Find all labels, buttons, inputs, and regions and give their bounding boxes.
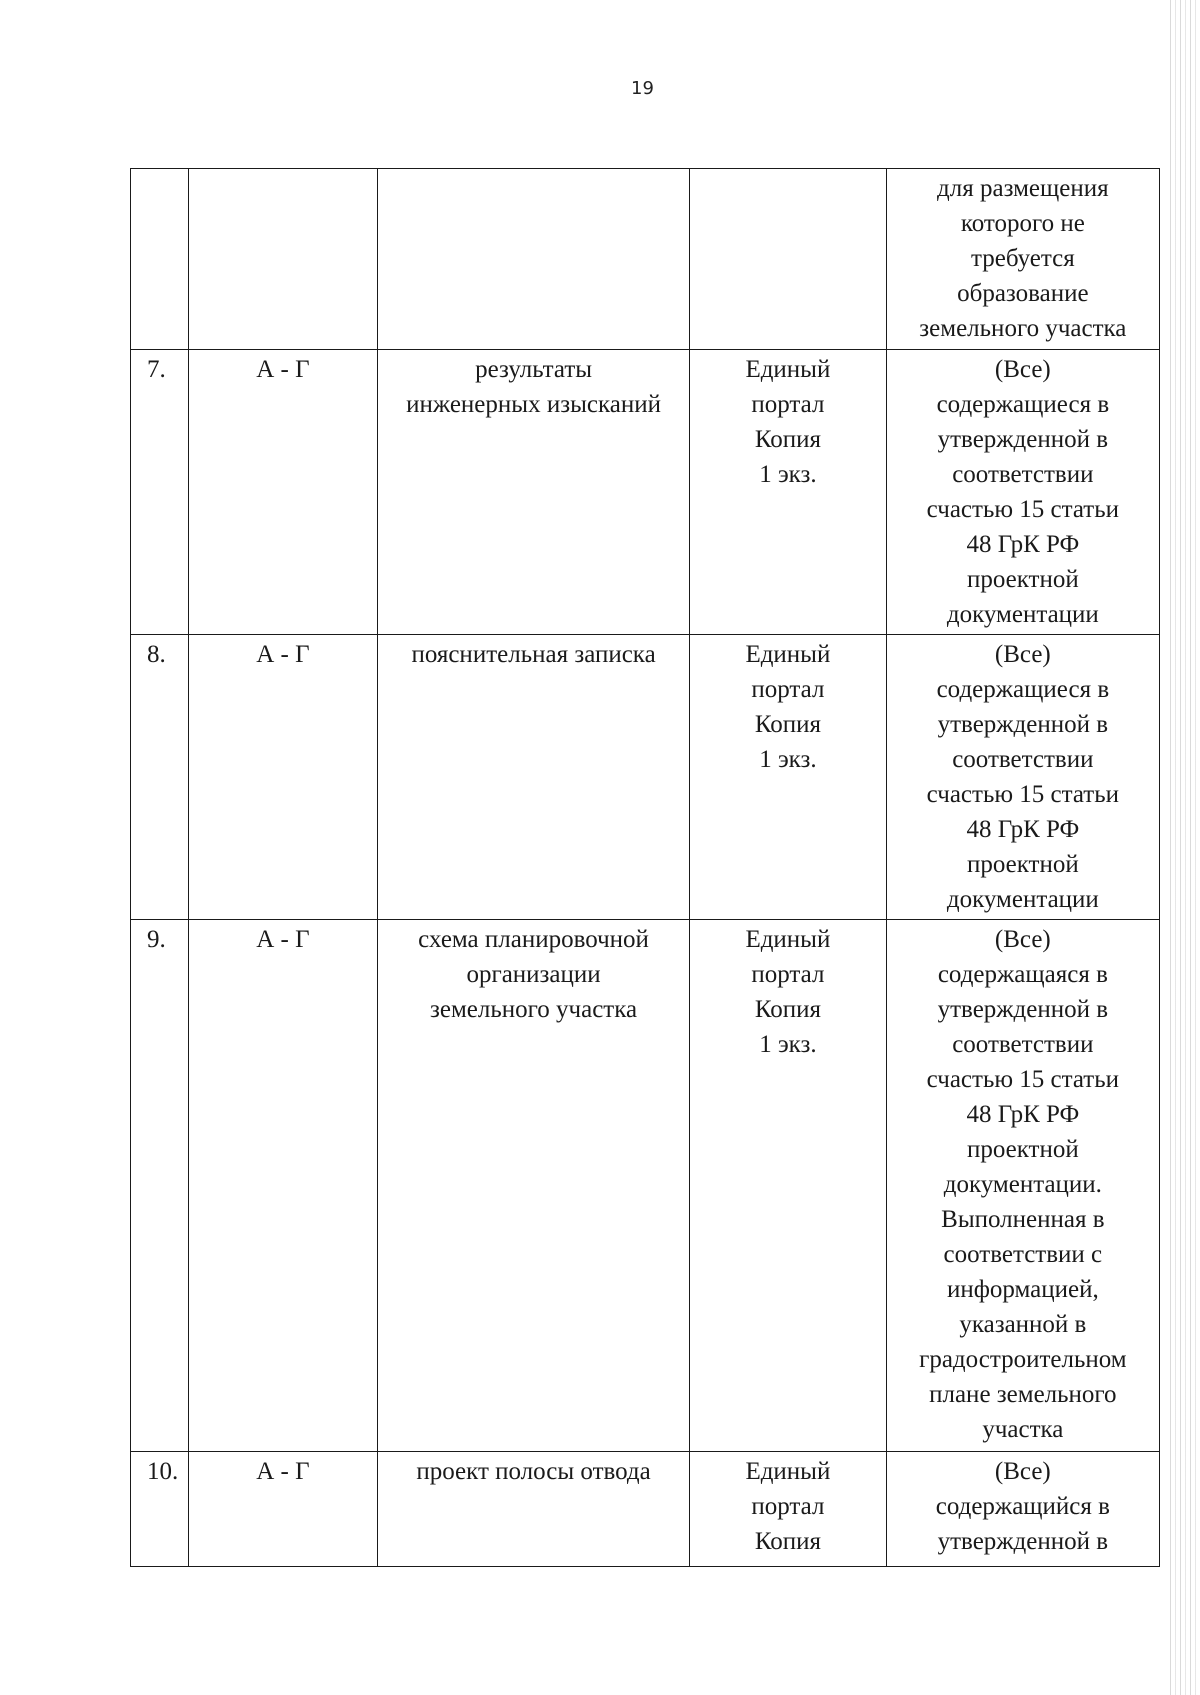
submission-form-cell: Единый портал Копия 1 экз. — [690, 920, 887, 1452]
row-number-cell: 7. — [131, 350, 189, 635]
submission-form-cell — [690, 169, 887, 350]
table-row — [131, 920, 1160, 1452]
category-cell: А - Г — [188, 1452, 377, 1567]
category-cell: А - Г — [188, 635, 377, 920]
category-cell: А - Г — [188, 920, 377, 1452]
note-cell: (Все) содержащаяся в утвержденной в соответствии счастью 15 статьи 48 ГрК РФ проектной документации. Выполненная в соответствии с информацией, указанной в градостроительном плане земельного участка — [886, 920, 1159, 1452]
document-name-cell: схема планировочной организации земельного участка — [377, 920, 689, 1452]
note-cell: (Все) содержащиеся в утвержденной в соответствии счастью 15 статьи 48 ГрК РФ проектной документации — [886, 350, 1159, 635]
note-cell: (Все) содержащийся в утвержденной в — [886, 1452, 1159, 1567]
document-name-cell: результаты инженерных изысканий — [377, 350, 689, 635]
page-number: 19 — [631, 78, 654, 99]
category-cell: А - Г — [188, 350, 377, 635]
submission-form-cell: Единый портал Копия 1 экз. — [690, 635, 887, 920]
table-row — [131, 350, 1160, 635]
table-row — [131, 169, 1160, 350]
row-number-cell: 8. — [131, 635, 189, 920]
table-row — [131, 1452, 1160, 1567]
scan-edge-artifact — [1166, 0, 1200, 1695]
category-cell — [188, 169, 377, 350]
note-cell: для размещения которого не требуется образование земельного участка — [886, 169, 1159, 350]
document-name-cell — [377, 169, 689, 350]
submission-form-cell: Единый портал Копия 1 экз. — [690, 350, 887, 635]
document-name-cell: пояснительная записка — [377, 635, 689, 920]
table-row — [131, 635, 1160, 920]
documents-table — [130, 168, 1160, 1567]
note-cell: (Все) содержащиеся в утвержденной в соответствии счастью 15 статьи 48 ГрК РФ проектной документации — [886, 635, 1159, 920]
row-number-cell: 10. — [131, 1452, 189, 1567]
submission-form-cell: Единый портал Копия — [690, 1452, 887, 1567]
row-number-cell: 9. — [131, 920, 189, 1452]
document-name-cell: проект полосы отвода — [377, 1452, 689, 1567]
row-number-cell — [131, 169, 189, 350]
